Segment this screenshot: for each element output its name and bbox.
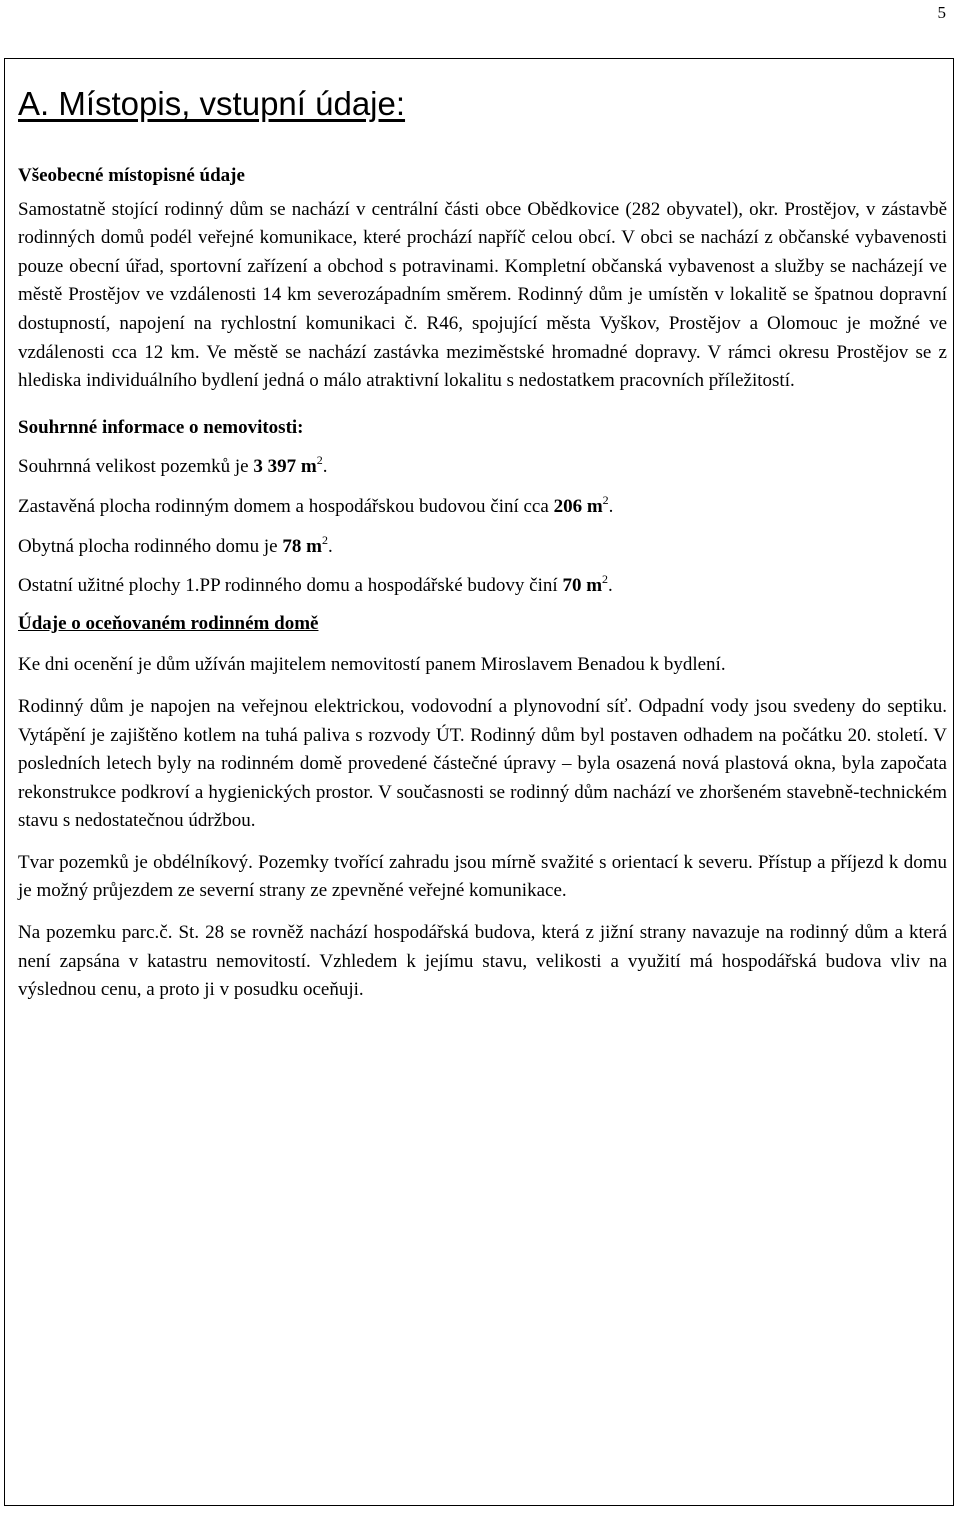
house-paragraph-condition: Rodinný dům je napojen na veřejnou elektrickou, vodovodní a plynovodní síť. Odpadní vody jsou svedeny do septiku. Vytápění je zajištěno kotlem na tuhá paliva s rozvody ÚT. Rodinný dům byl postaven odhadem na počátku 20. století. V posledních letech byly na rodinném domě provedené částečné úpravy – byla osazená nová plastová okna, byla započata rekonstrukce podkroví a hygienických prostor. V současnosti se rodinný dům nachází ve zhoršeném stavebně-technickém stavu s nedostatečnou údržbou. [18, 695, 947, 832]
summary-title: Souhrnné informace o nemovitosti: [18, 416, 304, 438]
summary-section [18, 414, 947, 601]
house-paragraph-outbuilding: Na pozemku parc.č. St. 28 se rovněž nachází hospodářská budova, která z jižní strany navazuje na rodinný dům a která není zapsána v katastru nemovitostí. Vzhledem k jejímu stavu, velikosti a využití má hospodářská budova vliv na výslednou cenu, a proto ji v posudku oceňuji. [18, 922, 947, 1001]
summary-fact-land-area: Souhrnná velikost pozemků je 3 397 $m^2$. [18, 453, 328, 478]
summary-fact-other-area: Ostatní užitné plochy 1.PP rodinného domu a hospodářské budovy činí 70 $m^2$. [18, 572, 613, 597]
house-paragraph-land: Tvar pozemků je obdélníkový. Pozemky tvořící zahradu jsou mírně svažité s orientací k severu. Přístup a příjezd k domu je možný průjezdem ze severní strany ze zpevněné veřejné komunikace. [18, 851, 947, 902]
summary-fact-living-area: Obytná plocha rodinného domu je 78 $m^2$. [18, 532, 333, 557]
house-paragraph-usage: Ke dni ocenění je dům užíván majitelem nemovitostí panem Miroslavem Benadou k bydlení. [18, 654, 726, 676]
house-section-title: Údaje o oceňovaném rodinném domě [18, 612, 319, 634]
page-number: 5 [937, 3, 946, 22]
document-body [18, 84, 947, 1005]
general-info-title: Všeobecné místopisné údaje [18, 165, 245, 186]
summary-fact-built-area: Zastavěná plocha rodinným domem a hospodářskou budovou činí cca 206 $m^2$. [18, 492, 614, 517]
general-info-paragraph: Samostatně stojící rodinný dům se nachází v centrální části obce Obědkovice (282 obyvatel), okr. Prostějov, v zástavbě rodinných domů podél veřejné komunikace, které prochází napříč celou obcí. V obci se nachází z občanské vybavenosti pouze obecní úřad, sportovní zařízení a obchod s potravinami. Kompletní občanská vybavenost a služby se nacházejí ve městě Prostějov ve vzdálenosti 14 km severozápadním směrem. Rodinný dům je umístěn v lokalitě se špatnou dopravní dostupností, napojení na rychlostní komunikaci č. R46, spojující města Vyškov, Prostějov a Olomouc je možné ve vzdálenosti cca 12 km. Ve městě se nachází zastávka meziměstské hromadné dopravy. V rámci okresu Prostějov se z hlediska individuálního bydlení jedná o málo atraktivní lokalitu s nedostatkem pracovních příležitostí. [18, 198, 947, 392]
section-heading: A. Místopis, vstupní údaje: [18, 85, 406, 122]
